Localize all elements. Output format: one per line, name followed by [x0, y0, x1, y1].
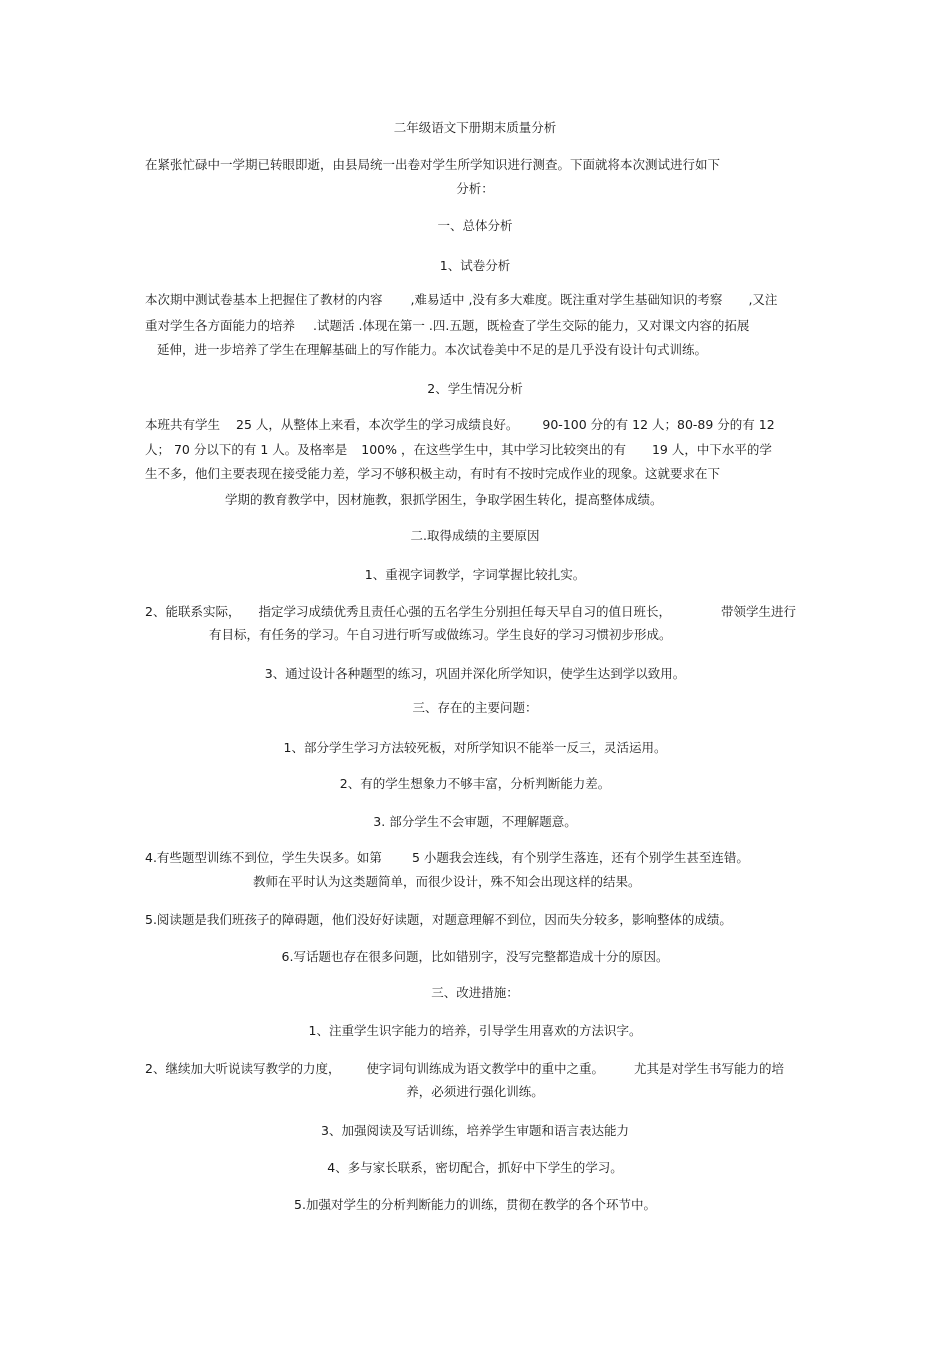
problem-item-3: 3. 部分学生不会审题，不理解题意。: [373, 814, 577, 829]
text-segment: .试题活 .体现在第一 .四.五题，既检查了学生交际的能力，又对课文内容的拓展: [313, 318, 750, 333]
subsection-1-1-heading: 1、试卷分析: [439, 258, 511, 273]
subsection-1-2-heading: 2、学生情况分析: [427, 381, 523, 396]
text-segment: ,难易适中 ,没有多大难度。既注重对学生基础知识的考察: [410, 292, 723, 307]
reason-item-1: 1、重视字词教学，字词掌握比较扎实。: [364, 567, 586, 582]
measure-item-4: 4、多与家长联系，密切配合，抓好中下学生的学习。: [327, 1160, 623, 1175]
text-segment: 4.有些题型训练不到位，学生失误多。如第: [145, 850, 382, 865]
section-2-heading: 二.取得成绩的主要原因: [410, 528, 540, 543]
text-segment: 2、继续加大听说读写教学的力度，: [145, 1061, 341, 1076]
section-4-heading: 三、改进措施：: [431, 985, 519, 1000]
problem-item-5: 5.阅读题是我们班孩子的障碍题，他们没好好读题，对题意理解不到位，因而失分较多，影响整体的成绩。: [145, 912, 732, 927]
student-analysis-line-3: 生不多，他们主要表现在接受能力差，学习不够积极主动，有时有不按时完成作业的现象。这就要求在下: [145, 466, 721, 481]
text-segment: 25 人，从整体上来看，本次学生的学习成绩良好。: [236, 417, 519, 432]
text-segment: 重对学生各方面能力的培养: [145, 318, 296, 333]
text-segment: 本次期中测试卷基本上把握住了教材的内容: [145, 292, 383, 307]
text-segment: 使字词句训练成为语文教学中的重中之重。: [366, 1061, 604, 1076]
paper-analysis-line-1: [145, 292, 777, 308]
paper-analysis-line-3: 延伸，进一步培养了学生在理解基础上的写作能力。本次试卷美中不足的是几乎没有设计句式训练。: [157, 342, 708, 357]
reason-item-2: [145, 604, 796, 620]
text-segment: 带领学生进行: [720, 604, 796, 619]
student-analysis-line-1: [145, 417, 775, 433]
text-segment: ,又注: [748, 292, 778, 307]
text-segment: 人； 70 分以下的有 1 人。及格率是: [145, 442, 348, 457]
measure-item-2: [145, 1061, 784, 1077]
reason-item-3: 3、通过设计各种题型的练习，巩固并深化所学知识，使学生达到学以致用。: [264, 666, 686, 681]
measure-item-1: 1、注重学生识字能力的培养，引导学生用喜欢的方法识字。: [308, 1023, 642, 1038]
section-3-heading: 三、存在的主要问题：: [412, 700, 538, 715]
text-segment: 5 小题我会连线，有个别学生落连，还有个别学生甚至连错。: [411, 850, 749, 865]
section-1-heading: 一、总体分析: [437, 218, 513, 233]
text-segment: 90-100 分的有 12 人；80-89 分的有 12: [542, 417, 775, 432]
text-segment: 19 人，中下水平的学: [651, 442, 772, 457]
problem-item-1: 1、部分学生学习方法较死板，对所学知识不能举一反三，灵活运用。: [283, 740, 667, 755]
reason-item-2-cont: 有目标，有任务的学习。午自习进行听写或做练习。学生良好的学习习惯初步形成。: [209, 627, 672, 642]
problem-item-2: 2、有的学生想象力不够丰富，分析判断能力差。: [339, 776, 611, 791]
measure-item-5: 5.加强对学生的分析判断能力的训练，贯彻在教学的各个环节中。: [294, 1197, 656, 1212]
intro-line-2: 分析：: [456, 181, 494, 196]
problem-item-6: 6.写话题也存在很多问题，比如错别字，没写完整都造成十分的原因。: [281, 949, 669, 964]
document-title: 二年级语文下册期末质量分析: [393, 120, 557, 135]
measure-item-2-cont: 养，必须进行强化训练。: [406, 1084, 544, 1099]
text-segment: 尤其是对学生书写能力的培: [633, 1061, 784, 1076]
text-segment: 2、能联系实际，: [145, 604, 241, 619]
student-analysis-line-4: 学期的教育教学中，因材施教，狠抓学困生，争取学困生转化，提高整体成绩。: [225, 492, 663, 507]
text-segment: 100% ，在这些学生中，其中学习比较突出的有: [361, 442, 626, 457]
text-segment: 指定学习成绩优秀且责任心强的五名学生分别担任每天早自习的值日班长，: [258, 604, 671, 619]
student-analysis-line-2: [145, 442, 772, 458]
problem-item-4-cont: 教师在平时认为这类题简单，而很少设计，殊不知会出现这样的结果。: [253, 874, 641, 889]
text-segment: 本班共有学生: [145, 417, 221, 432]
measure-item-3: 3、加强阅读及写话训练，培养学生审题和语言表达能力: [321, 1123, 629, 1138]
intro-line-1: 在紧张忙碌中一学期已转眼即逝，由县局统一出卷对学生所学知识进行测查。下面就将本次测试进行如下: [145, 157, 721, 172]
paper-analysis-line-2: [145, 318, 749, 334]
problem-item-4: [145, 850, 749, 866]
